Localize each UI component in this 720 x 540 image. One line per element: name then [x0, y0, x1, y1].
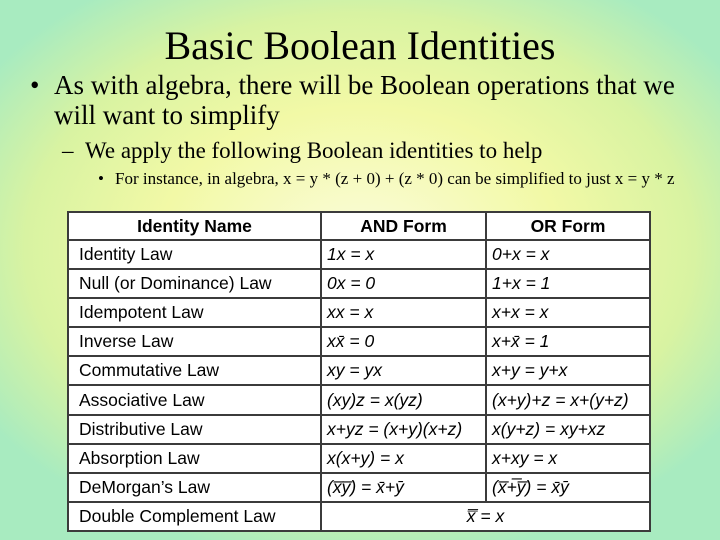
- bullet-level-1: [30, 70, 690, 130]
- or-form-cell: (x+y)+z = x+(y+z): [486, 385, 650, 414]
- bullet-text: We apply the following Boolean identities to help: [85, 138, 543, 163]
- identity-name-cell: Double Complement Law: [68, 502, 321, 531]
- identity-name-cell: Identity Law: [68, 240, 321, 269]
- and-form-cell: 1x = x: [321, 240, 486, 269]
- merged-form-cell: x̿ = x: [321, 502, 650, 531]
- and-form-cell: xx = x: [321, 298, 486, 327]
- table-row: [68, 240, 650, 269]
- or-form-cell: x+xy = x: [486, 444, 650, 473]
- and-form-cell: 0x = 0: [321, 269, 486, 298]
- table-row: [68, 327, 650, 356]
- or-form-cell: x+x̄ = 1: [486, 327, 650, 356]
- identity-name-cell: Idempotent Law: [68, 298, 321, 327]
- table-header-row: [68, 212, 650, 240]
- and-form-cell: (xy)z = x(yz): [321, 385, 486, 414]
- header-or-form: OR Form: [486, 212, 650, 240]
- or-form-cell: x+x = x: [486, 298, 650, 327]
- header-and-form: AND Form: [321, 212, 486, 240]
- or-form-cell: x(y+z) = xy+xz: [486, 415, 650, 444]
- and-form-cell: x+yz = (x+y)(x+z): [321, 415, 486, 444]
- boolean-identities-table: [67, 211, 651, 532]
- identity-name-cell: Inverse Law: [68, 327, 321, 356]
- identity-name-cell: Absorption Law: [68, 444, 321, 473]
- bullet-level-2: [62, 137, 702, 165]
- and-form-cell: xy = yx: [321, 356, 486, 385]
- bullet-text: For instance, in algebra, x = y * (z + 0) + (z * 0) can be simplified to just x = y * z: [115, 169, 675, 188]
- or-form-cell: x+y = y+x: [486, 356, 650, 385]
- and-form-cell: (x̅y̅) = x̄+ȳ: [321, 473, 486, 502]
- identity-name-cell: Associative Law: [68, 385, 321, 414]
- bullet-level-3: [98, 168, 678, 189]
- bullet-marker: –: [62, 138, 74, 163]
- and-form-cell: x(x+y) = x: [321, 444, 486, 473]
- or-form-cell: (x̅+̅y̅) = x̄ȳ: [486, 473, 650, 502]
- or-form-cell: 0+x = x: [486, 240, 650, 269]
- identity-name-cell: Null (or Dominance) Law: [68, 269, 321, 298]
- and-form-cell: xx̄ = 0: [321, 327, 486, 356]
- bullet-marker: •: [30, 70, 40, 100]
- table-row: [68, 502, 650, 531]
- identity-name-cell: DeMorgan’s Law: [68, 473, 321, 502]
- identity-name-cell: Commutative Law: [68, 356, 321, 385]
- table-row: [68, 473, 650, 502]
- table-row: [68, 444, 650, 473]
- table-row: [68, 356, 650, 385]
- bullet-text: As with algebra, there will be Boolean operations that we will want to simplify: [54, 70, 675, 130]
- bullet-marker: •: [98, 169, 104, 188]
- table-row: [68, 415, 650, 444]
- slide-title: Basic Boolean Identities: [164, 23, 556, 68]
- table-row: [68, 298, 650, 327]
- identity-name-cell: Distributive Law: [68, 415, 321, 444]
- or-form-cell: 1+x = 1: [486, 269, 650, 298]
- table-row: [68, 385, 650, 414]
- table-row: [68, 269, 650, 298]
- header-identity-name: Identity Name: [68, 212, 321, 240]
